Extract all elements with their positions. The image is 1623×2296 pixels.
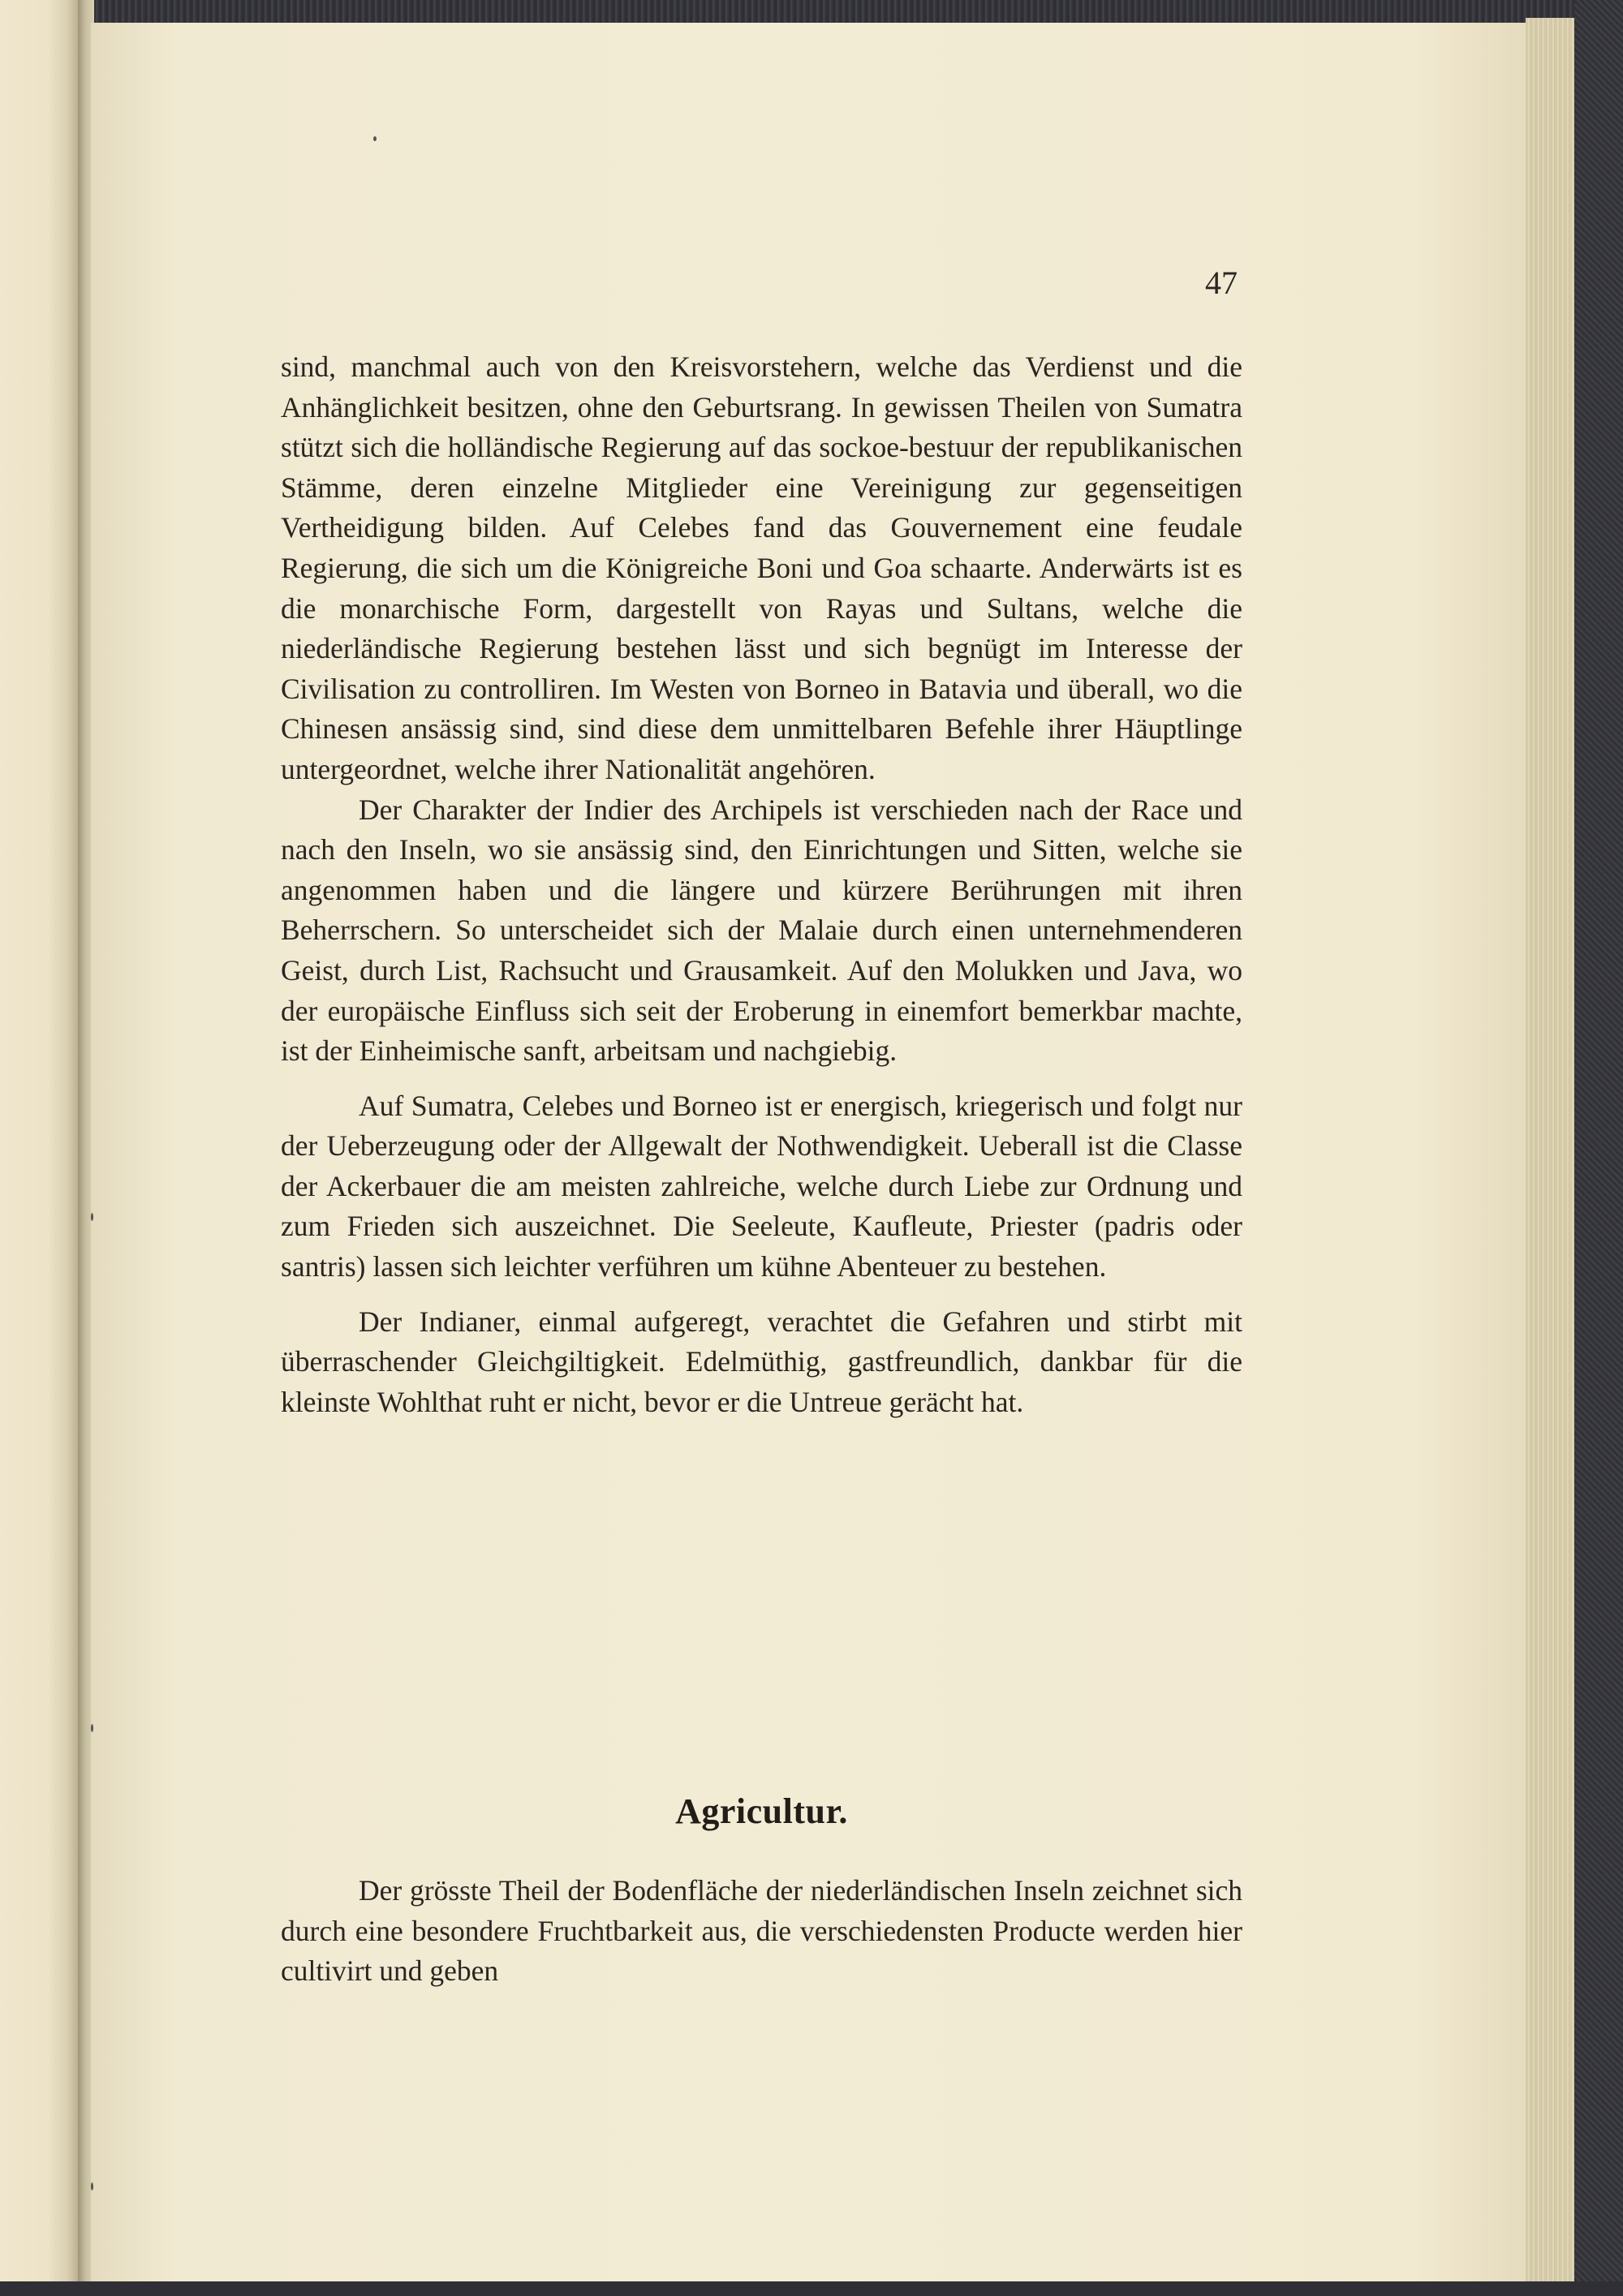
paper-speck: [91, 2182, 93, 2191]
body-text: [281, 347, 1242, 1422]
section-heading: Agricultur.: [675, 1791, 848, 1831]
book-cover-right: [1574, 0, 1623, 2296]
paragraph: Der Charakter der Indier des Archipels ist verschieden nach der Race und nach den Inseln, wo sie ansässig sind, den Einrichtungen und Sitten, welche sie angenommen haben und die längere und kürzere Berührungen mit ihren Beherrschern. So unterscheidet sich der Malaie durch einen unternehmenderen Geist, durch List, Rachsucht und Grausamkeit. Auf den Molukken und Java, wo der europäische Einfluss sich seit der Eroberung in einemfort bemerkbar machte, ist der Einheimische sanft, arbeitsam und nachgiebig.: [281, 793, 1242, 1068]
paper-speck: [91, 1724, 93, 1732]
section-body-text: [281, 1871, 1242, 1992]
paragraph: Der grösste Theil der Bodenfläche der niederländischen Inseln zeichnet sich durch eine besondere Fruchtbarkeit aus, die verschiedensten Producte werden hier cultivirt und geben: [281, 1874, 1242, 1988]
book-cover-top: [0, 0, 1623, 24]
paper-speck: [373, 136, 377, 141]
book-cover-bottom: [0, 2281, 1623, 2296]
paragraph: sind, manchmal auch von den Kreisvorstehern, welche das Verdienst und die Anhänglichkeit besitzen, ohne den Geburtsrang. In gewissen Theilen von Sumatra stützt sich die holländische Regierung auf das sockoe-bestuur der republikanischen Stämme, deren einzelne Mitglieder eine Vereinigung zur gegenseitigen Vertheidigung bilden. Auf Celebes fand das Gouvernement eine feudale Regierung, die sich um die Königreiche Boni und Goa schaarte. Anderwärts ist es die monarchische Form, dargestellt von Rayas und Sultans, welche die niederländische Regierung bestehen lässt und sich begnügt im Interesse der Civilisation zu controlliren. Im Westen von Borneo in Batavia und überall, wo die Chinesen ansässig sind, sind diese dem unmittelbaren Befehle ihrer Häuptlinge untergeordnet, welche ihrer Nationalität angehören.: [281, 350, 1242, 785]
page-number: 47: [1205, 264, 1238, 301]
paragraph: Auf Sumatra, Celebes und Borneo ist er energisch, kriegerisch und folgt nur der Ueberzeugung oder der Allgewalt der Nothwendigkeit. Ueberall ist die Classe der Ackerbauer die am meisten zahlreiche, welche durch Liebe zur Ordnung und zum Frieden sich auszeichnet. Die Seeleute, Kaufleute, Priester (padris oder santris) lassen sich leichter verführen um kühne Abenteuer zu bestehen.: [281, 1089, 1242, 1283]
paragraph: Der Indianer, einmal aufgeregt, verachtet die Gefahren und stirbt mit überraschender Gleichgiltigkeit. Edelmüthig, gastfreundlich, dankbar für die kleinste Wohlthat ruht er nicht, bevor er die Untreue gerächt hat.: [281, 1305, 1242, 1418]
paper-speck: [91, 1213, 93, 1221]
left-page-edge: [0, 0, 80, 2296]
page-edges: [1526, 18, 1576, 2290]
